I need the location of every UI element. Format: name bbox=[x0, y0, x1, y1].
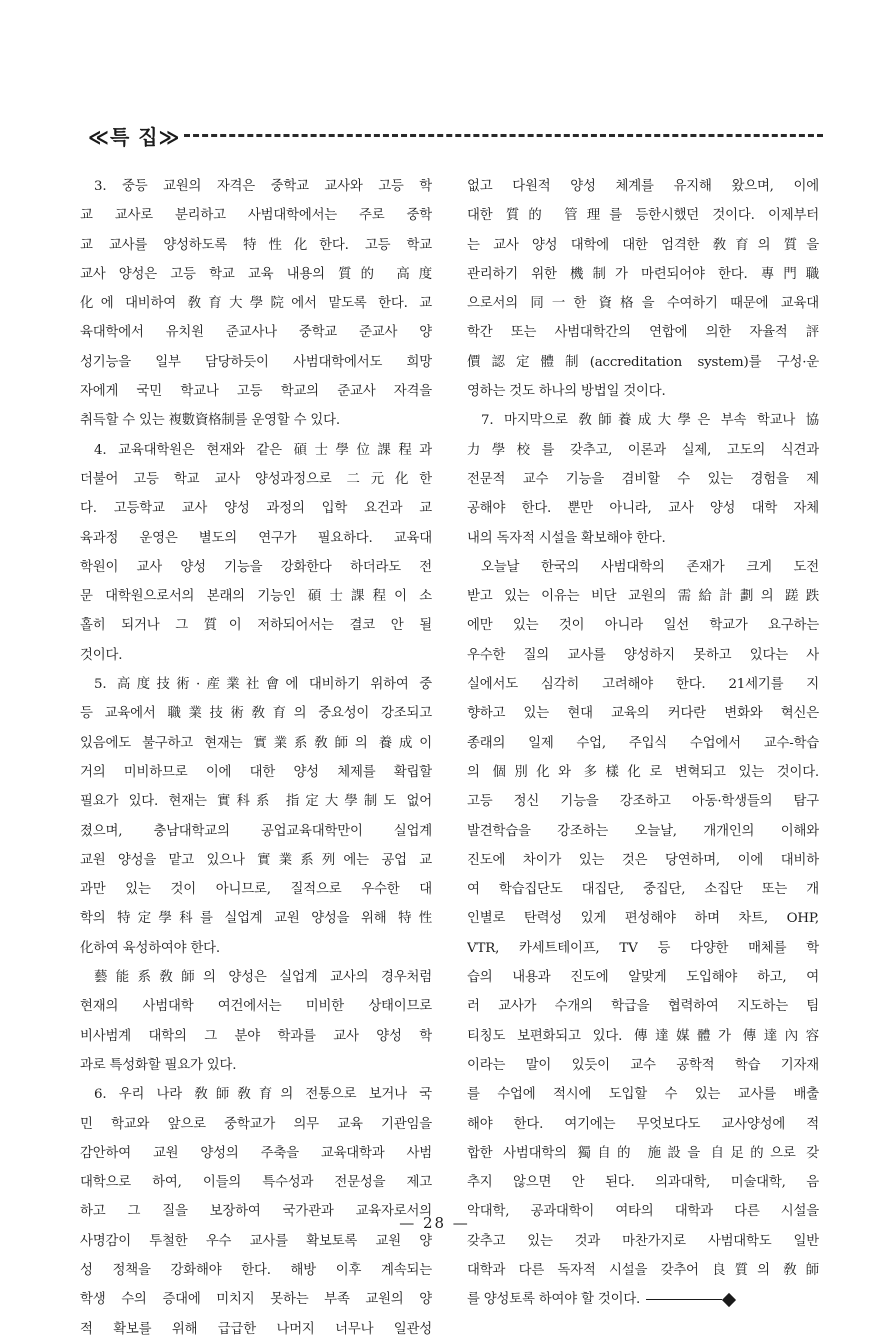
text-line bbox=[80, 787, 432, 816]
end-diamond-icon bbox=[722, 1293, 736, 1307]
text-line-content: 대학으로 하여, 이들의 특수성과 전문성을 제고 bbox=[80, 1175, 432, 1191]
text-line-content: 거의 미비하므로 이에 대한 양성 체제를 확립할 bbox=[80, 764, 432, 780]
text-line-content: 영하는 것도 하나의 방법일 것이다. bbox=[467, 384, 666, 400]
text-line-content: 여 학습집단도 대집단, 중집단, 소집단 또는 개 bbox=[467, 882, 819, 898]
header-dashed-rule bbox=[184, 134, 823, 137]
section-label: ≪특 집≫ bbox=[88, 124, 181, 149]
text-line-content: 러 교사가 수개의 학급을 협력하여 지도하는 팀 bbox=[467, 999, 819, 1015]
text-line-content: 필요가 있다. 현재는 實科系 指定大學制도 없어 bbox=[80, 794, 432, 810]
text-line bbox=[467, 904, 819, 933]
text-line-content: 교 교사로 분리하고 사범대학에서는 주로 중학 bbox=[80, 208, 432, 224]
text-line-content: 해야 한다. 여기에는 무엇보다도 교사양성에 적 bbox=[467, 1116, 819, 1132]
text-line bbox=[467, 1080, 819, 1109]
text-line-content: 力學校를 갖추고, 이론과 실제, 고도의 식견과 bbox=[467, 442, 819, 458]
text-line bbox=[467, 787, 819, 816]
text-line bbox=[467, 1168, 819, 1197]
text-line-content: 에만 있는 것이 아니라 일선 학교가 요구하는 bbox=[467, 618, 819, 634]
text-line bbox=[467, 582, 819, 611]
text-line bbox=[80, 992, 432, 1021]
text-line bbox=[467, 201, 819, 230]
text-line-content: VTR, 카세트테이프, TV 등 다양한 매체를 학 bbox=[467, 940, 819, 956]
text-line-content: 내의 독자적 시설을 확보해야 한다. bbox=[467, 530, 666, 546]
text-line bbox=[80, 172, 432, 201]
text-line-content: 우수한 질의 교사를 양성하지 못하고 있다는 사 bbox=[467, 647, 819, 663]
text-line-content: 5. 高度技術·産業社會에 대비하기 위하여 중 bbox=[94, 677, 432, 693]
text-line-content: 성 정책을 강화해야 한다. 해방 이후 계속되는 bbox=[80, 1262, 432, 1278]
text-line-content: 과만 있는 것이 아니므로, 질적으로 우수한 대 bbox=[80, 882, 432, 898]
text-line-content: 성기능을 일부 담당하듯이 사범대학에서도 희망 bbox=[80, 354, 432, 370]
text-line-content: 하고 그 질을 보장하여 국가관과 교육자로서의 bbox=[80, 1204, 432, 1220]
text-line-content: 문 대학원으로서의 본래의 기능인 碩士課程이 소 bbox=[80, 589, 432, 605]
text-line-content: 없고 다원적 양성 체계를 유지해 왔으며, 이에 bbox=[467, 179, 819, 194]
text-line-content: 취득할 수 있는 複數資格制를 운영할 수 있다. bbox=[80, 413, 340, 429]
text-line-content: 학원이 교사 양성 기능을 강화한다 하더라도 전 bbox=[80, 559, 432, 575]
text-line-content: 인별로 탄력성 있게 편성해야 하며 차트, OHP, bbox=[467, 911, 819, 927]
text-line-content: 다. 고등학교 교사 양성 과정의 입학 요건과 교 bbox=[80, 501, 432, 517]
text-line-content: 사명감이 투철한 우수 교사를 확보토록 교원 양 bbox=[80, 1233, 432, 1249]
text-line-content: 化에 대비하여 敎育大學院에서 맡도록 한다. 교 bbox=[80, 296, 432, 312]
text-line-content: 실에서도 심각히 고려해야 한다. 21세기를 지 bbox=[467, 677, 819, 693]
text-line bbox=[80, 934, 432, 963]
text-line bbox=[80, 611, 432, 640]
text-line-content: 이라는 말이 있듯이 교수 공학적 학습 기자재 bbox=[467, 1057, 819, 1073]
text-line-content: 3. 중등 교원의 자격은 중학교 교사와 고등 학 bbox=[94, 179, 432, 194]
text-line-content: 발견학습을 강조하는 오늘날, 개개인의 이해와 bbox=[467, 823, 819, 839]
text-line-content: 전문적 교수 기능을 겸비할 수 있는 경험을 제 bbox=[467, 471, 819, 487]
text-line bbox=[80, 260, 432, 289]
text-line-content: 등 교육에서 職業技術敎育의 중요성이 강조되고 bbox=[80, 706, 432, 722]
text-line bbox=[467, 494, 819, 523]
text-line bbox=[80, 318, 432, 347]
text-line bbox=[467, 699, 819, 728]
text-line bbox=[467, 670, 819, 699]
text-line-content: 습의 내용과 진도에 알맞게 도입해야 하고, 여 bbox=[467, 970, 819, 986]
text-line bbox=[80, 641, 432, 670]
text-line-content: 받고 있는 이유는 비단 교원의 需給計劃의 蹉跌 bbox=[467, 589, 819, 605]
text-line bbox=[80, 436, 432, 465]
text-line-content: 를 수업에 적시에 도입할 수 있는 교사를 배출 bbox=[467, 1087, 819, 1103]
text-line bbox=[80, 904, 432, 933]
text-line-content: 더불어 고등 학교 교사 양성과정으로 二元化한 bbox=[80, 471, 432, 487]
text-line bbox=[80, 699, 432, 728]
text-line bbox=[80, 1022, 432, 1051]
text-line-content: 감안하여 교원 양성의 주축을 교육대학과 사범 bbox=[80, 1145, 432, 1161]
text-line bbox=[80, 670, 432, 699]
text-line bbox=[467, 553, 819, 582]
text-line bbox=[467, 611, 819, 640]
text-line-content: 대한 質的 管理를 등한시했던 것이다. 이제부터 bbox=[467, 208, 819, 224]
text-line bbox=[467, 963, 819, 992]
text-line-content: 민 학교와 앞으로 중학교가 의무 교육 기관임을 bbox=[80, 1116, 432, 1132]
text-line bbox=[467, 436, 819, 465]
text-line bbox=[467, 1051, 819, 1080]
text-line-content: 추지 않으면 안 된다. 의과대학, 미술대학, 음 bbox=[467, 1175, 819, 1191]
text-line-content: 공해야 한다. 뿐만 아니라, 교사 양성 대학 자체 bbox=[467, 501, 819, 517]
text-line bbox=[467, 729, 819, 758]
text-line-content: 학생 수의 증대에 미치지 못하는 부족 교원의 양 bbox=[80, 1292, 432, 1308]
text-line bbox=[467, 1139, 819, 1168]
text-line bbox=[80, 1139, 432, 1168]
text-line bbox=[467, 846, 819, 875]
text-line bbox=[467, 318, 819, 347]
text-line-content: 대학과 다른 독자적 시설을 갖추어 良質의 敎師 bbox=[467, 1262, 819, 1278]
text-line bbox=[467, 1022, 819, 1051]
text-line bbox=[467, 348, 819, 377]
right-column bbox=[467, 172, 819, 1315]
text-line-content: 갖추고 있는 것과 마찬가지로 사범대학도 일반 bbox=[467, 1233, 819, 1249]
text-line bbox=[467, 758, 819, 787]
text-line bbox=[80, 1285, 432, 1314]
text-line bbox=[80, 231, 432, 260]
text-line-content: 졌으며, 충남대학교의 공업교육대학만이 실업계 bbox=[80, 823, 432, 839]
text-line-content: 의 個別化와 多樣化로 변혁되고 있는 것이다. bbox=[467, 764, 819, 780]
text-line bbox=[467, 406, 819, 435]
text-line bbox=[80, 846, 432, 875]
text-line bbox=[467, 1110, 819, 1139]
text-line bbox=[80, 406, 432, 435]
text-line-content: 육과정 운영은 별도의 연구가 필요하다. 교육대 bbox=[80, 530, 432, 546]
text-line-content: 비사범계 대학의 그 분야 학과를 교사 양성 학 bbox=[80, 1028, 432, 1044]
text-line bbox=[80, 1110, 432, 1139]
text-line-content: 으로서의 同一한 資格을 수여하기 때문에 교육대 bbox=[467, 296, 819, 312]
text-line-content: 적 확보를 위해 급급한 나머지 너무나 일관성 bbox=[80, 1321, 432, 1337]
text-line-content: 향하고 있는 현대 교육의 커다란 변화와 혁신은 bbox=[467, 706, 819, 722]
text-line-content: 6. 우리 나라 敎師敎育의 전통으로 보거나 국 bbox=[94, 1087, 432, 1103]
text-line-content: 교 교사를 양성하도록 特性化한다. 고등 학교 bbox=[80, 237, 432, 253]
text-line bbox=[80, 465, 432, 494]
text-line-content: 7. 마지막으로 敎師養成大學은 부속 학교나 協 bbox=[481, 413, 819, 429]
text-line-content: 化하여 육성하여야 한다. bbox=[80, 940, 220, 956]
text-line bbox=[80, 348, 432, 377]
text-line bbox=[467, 524, 819, 553]
text-line bbox=[80, 875, 432, 904]
text-line-content: 는 교사 양성 대학에 대한 엄격한 敎育의 質을 bbox=[467, 237, 819, 253]
text-line-content: 있음에도 불구하고 현재는 實業系敎師의 養成이 bbox=[80, 735, 432, 751]
text-line bbox=[80, 817, 432, 846]
text-line bbox=[467, 641, 819, 670]
text-line-content: 육대학에서 유치원 준교사나 중학교 준교사 양 bbox=[80, 325, 432, 341]
text-line-content: 악대학, 공과대학이 여타의 대학과 다른 시설을 bbox=[467, 1204, 819, 1220]
text-line bbox=[467, 172, 819, 201]
text-line-content: 價認定體制(accreditation system)를 구성·운 bbox=[467, 354, 819, 370]
text-line-content: 관리하기 위한 機制가 마련되어야 한다. 專門職 bbox=[467, 266, 819, 282]
text-line-content: 오늘날 한국의 사범대학의 존재가 크게 도전 bbox=[481, 559, 819, 575]
text-line-content: 합한 사범대학의 獨自的 施設을 自足的으로 갖 bbox=[467, 1145, 819, 1161]
text-line-content: 를 양성토록 하여야 할 것이다. bbox=[467, 1292, 641, 1308]
text-line-content: 홀히 되거나 그 質이 저하되어서는 결코 안 될 bbox=[80, 618, 432, 634]
text-line bbox=[80, 289, 432, 318]
text-line-content: 종래의 일제 수업, 주입식 수업에서 교수-학습 bbox=[467, 735, 819, 751]
text-line bbox=[80, 553, 432, 582]
text-line bbox=[467, 465, 819, 494]
text-line bbox=[467, 231, 819, 260]
text-line bbox=[80, 494, 432, 523]
left-column bbox=[80, 172, 432, 1344]
text-line bbox=[80, 201, 432, 230]
text-line bbox=[80, 582, 432, 611]
text-line bbox=[80, 524, 432, 553]
section-header bbox=[88, 120, 823, 150]
text-line bbox=[80, 1080, 432, 1109]
text-line bbox=[467, 1285, 819, 1314]
text-line bbox=[80, 1168, 432, 1197]
text-line-content: 고등 정신 기능을 강조하고 아동·학생들의 탐구 bbox=[467, 794, 819, 810]
text-line bbox=[80, 963, 432, 992]
text-line-content: 과로 특성화할 필요가 있다. bbox=[80, 1057, 237, 1073]
text-line-content: 학간 또는 사범대학간의 연합에 의한 자율적 評 bbox=[467, 325, 819, 341]
text-line-content: 4. 교육대학원은 현재와 같은 碩士學位課程과 bbox=[94, 442, 432, 458]
text-line-content: 교사 양성은 고등 학교 교육 내용의 質的 高度 bbox=[80, 266, 432, 282]
text-line bbox=[80, 1256, 432, 1285]
text-line-content: 자에게 국민 학교나 고등 학교의 준교사 자격을 bbox=[80, 384, 432, 400]
end-rule bbox=[646, 1299, 722, 1300]
text-line bbox=[80, 729, 432, 758]
text-line-content: 진도에 차이가 있는 것은 당연하며, 이에 대비하 bbox=[467, 852, 819, 868]
text-line bbox=[467, 875, 819, 904]
page-number: — 28 — bbox=[399, 1214, 470, 1232]
text-line bbox=[467, 992, 819, 1021]
text-line bbox=[80, 1315, 432, 1344]
text-line-content: 藝能系敎師의 양성은 실업계 교사의 경우처럼 bbox=[94, 970, 432, 986]
text-line bbox=[80, 758, 432, 787]
text-line-content: 현재의 사범대학 여건에서는 미비한 상태이므로 bbox=[80, 999, 432, 1015]
text-line-content: 학의 特定學科를 실업계 교원 양성을 위해 特性 bbox=[80, 911, 432, 927]
text-line-content: 교원 양성을 맡고 있으나 實業系列에는 공업 교 bbox=[80, 852, 432, 868]
text-line bbox=[467, 377, 819, 406]
text-line bbox=[467, 1256, 819, 1285]
text-line bbox=[467, 260, 819, 289]
text-line bbox=[467, 817, 819, 846]
text-line bbox=[80, 1051, 432, 1080]
text-line bbox=[467, 289, 819, 318]
text-line bbox=[80, 377, 432, 406]
text-line-content: 것이다. bbox=[80, 647, 123, 663]
text-line bbox=[467, 934, 819, 963]
text-line-content: 티칭도 보편화되고 있다. 傳達媒體가 傳達內容 bbox=[467, 1028, 819, 1044]
